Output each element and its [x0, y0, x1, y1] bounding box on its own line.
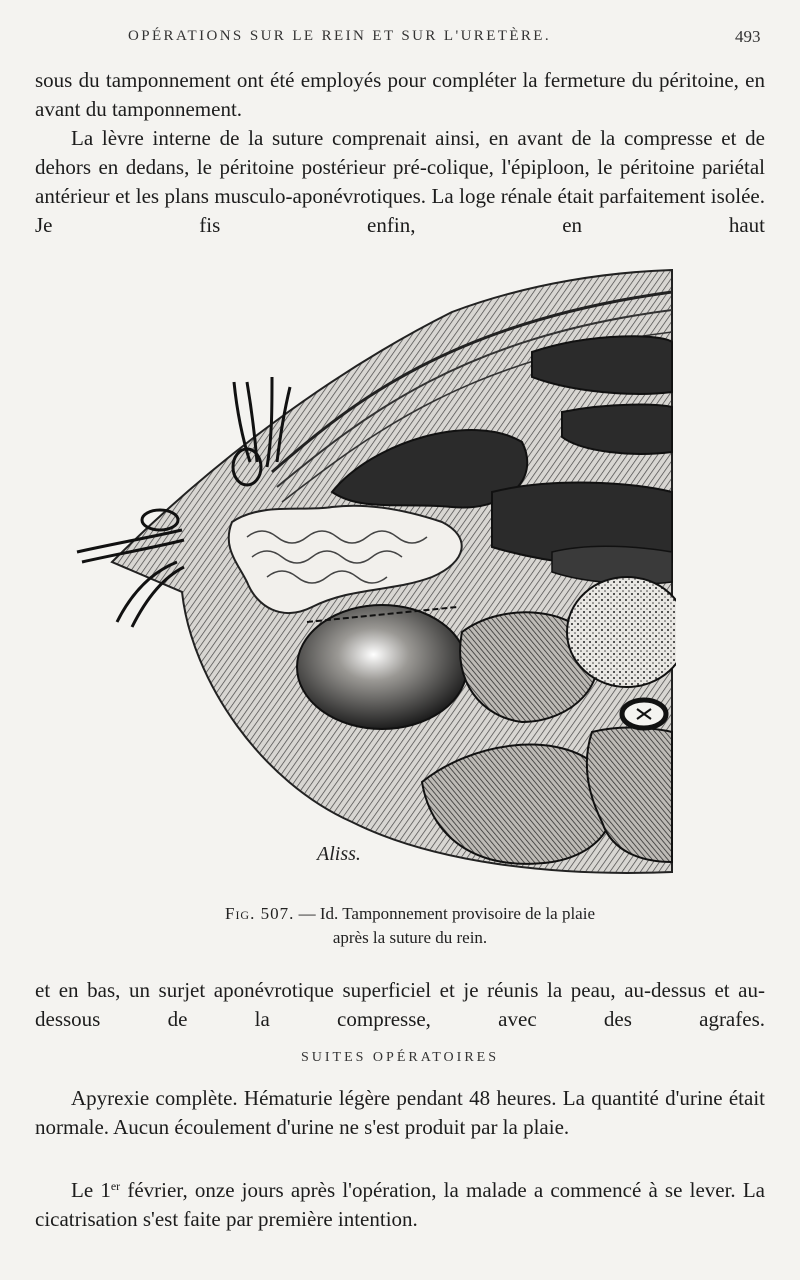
paragraph-recovery	[35, 1172, 765, 1234]
paragraph-continuation: sous du tamponnement ont été employés pour compléter la fermeture du péritoine, en avant du tamponnement.	[35, 68, 765, 121]
recovery-date-number: 1	[100, 1178, 111, 1202]
recovery-text-start: Le	[71, 1178, 101, 1202]
kidney	[297, 605, 467, 729]
page-number: 493	[735, 27, 761, 46]
paragraph-postop-course: Apyrexie complète. Hématurie légère pendant 48 heures. La quantité d'urine était normale. Aucun écoulement d'urine ne s'est produit par la plaie.	[35, 1086, 765, 1139]
kidney-cross-section-illustration	[72, 262, 676, 894]
caption-line-1	[150, 902, 670, 926]
vertebral-body	[567, 577, 676, 687]
page-header	[0, 28, 800, 52]
paragraph-closing-surgery: et en bas, un surjet aponévrotique superficiel et je réunis la peau, au-dessus et au-dessous de la compresse, avec des agrafes.	[35, 978, 765, 1031]
anatomical-figure	[72, 262, 676, 894]
figure-label: Fig. 507.	[224, 904, 295, 923]
caption-text-1: — Id. Tamponnement provisoire de la plaie	[294, 904, 595, 923]
running-title: OPÉRATIONS SUR LE REIN ET SUR L'URETÈRE.	[128, 28, 552, 44]
figure-caption	[150, 902, 670, 950]
paragraph-suture-description: La lèvre interne de la suture comprenait ainsi, en avant de la compresse et de dehors en dedans, le péritoine postérieur pré-colique, l'épiploon, le péritoine pariétal antérieur et les plans musculo-aponévrotiques. La loge rénale était parfaitement isolée. Je fis enfin, en haut	[35, 126, 765, 237]
caption-line-2: après la suture du rein.	[332, 928, 488, 947]
artist-signature: Aliss.	[317, 843, 361, 865]
section-heading: SUITES OPÉRATOIRES	[300, 1050, 500, 1065]
recovery-text-rest: février, onze jours après l'opération, la malade a commencé à se lever. La cicatrisation s'est faite par première intention.	[35, 1178, 765, 1231]
ordinal-superscript: er	[110, 1179, 121, 1193]
